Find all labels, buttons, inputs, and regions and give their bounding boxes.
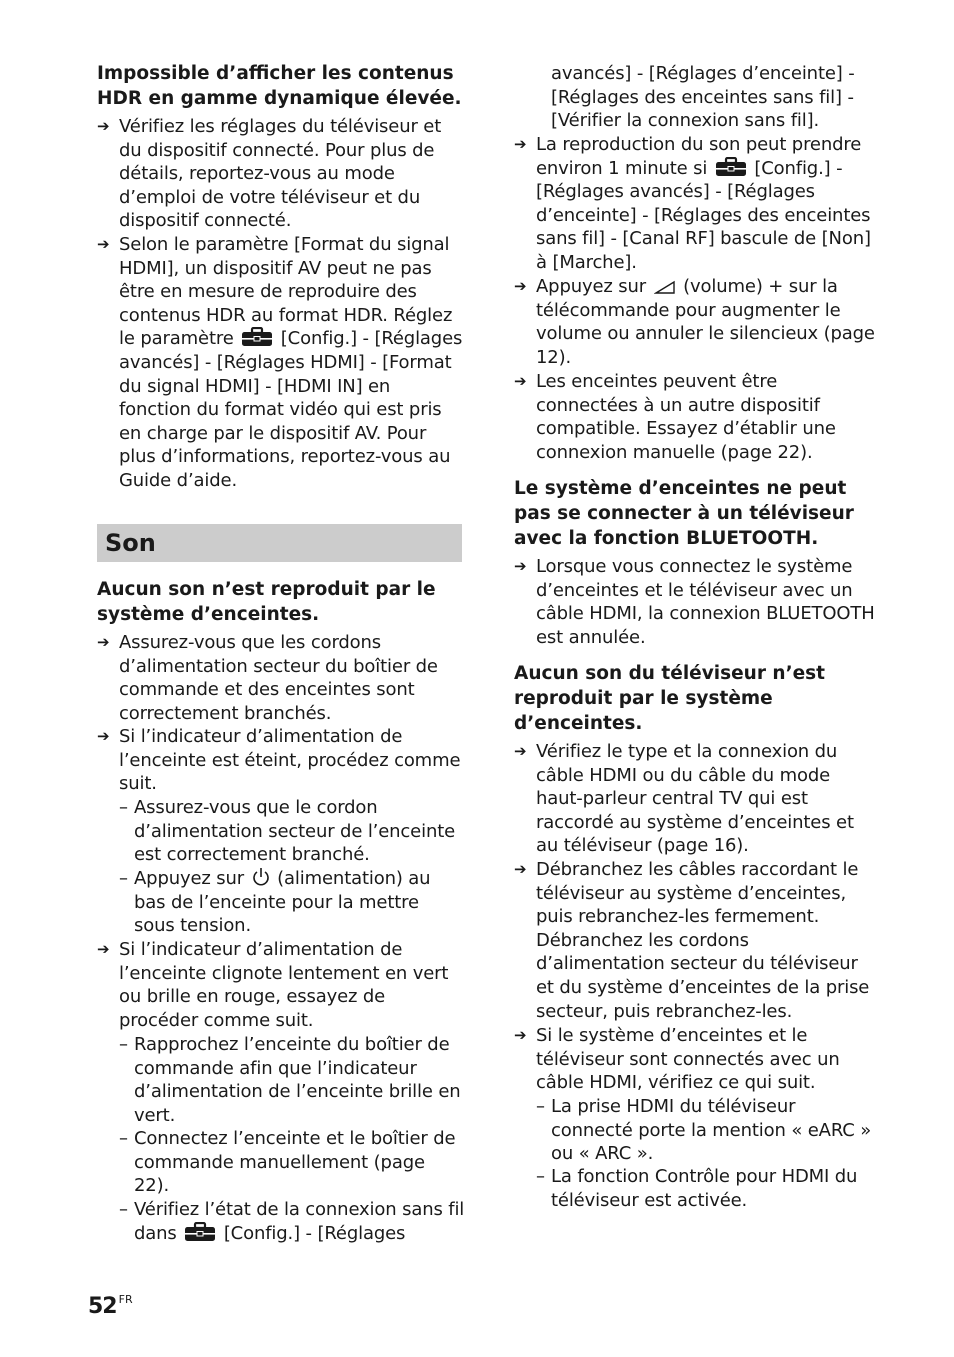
arrow-icon: ➔ — [514, 860, 527, 878]
dash-marker: – — [119, 1199, 128, 1220]
sub-item-text: (alimentation) au bas de l’enceinte pour la mettre sous tension. — [134, 868, 431, 937]
continued-text — [514, 62, 880, 133]
volume-icon — [654, 279, 676, 295]
heading-tv-no-sound: Aucun son du téléviseur n’est reproduit par le système d’enceintes. — [514, 663, 825, 734]
list-item-text: Lorsque vous connectez le système d’enceintes et le téléviseur avec un câble HDMI, la connexion BLUETOOTH est annulée. — [536, 556, 875, 648]
arrow-icon: ➔ — [97, 633, 110, 651]
arrow-icon: ➔ — [514, 742, 527, 760]
list-item — [514, 858, 880, 1023]
toolbox-icon — [184, 1222, 216, 1242]
dash-marker: – — [119, 868, 128, 889]
power-icon — [252, 867, 270, 887]
list-item — [97, 115, 465, 233]
arrow-icon: ➔ — [97, 940, 110, 958]
list-item — [97, 631, 465, 725]
sub-item-text: [Config.] - [Réglages — [223, 1222, 406, 1244]
dash-marker: – — [536, 1096, 545, 1117]
sub-item-text: La fonction Contrôle pour HDMI du téléviseur est activée. — [551, 1166, 858, 1211]
page-number-value: 52 — [88, 1294, 117, 1319]
sub-item — [97, 1127, 465, 1198]
sub-item — [97, 1033, 465, 1127]
sub-item — [97, 867, 465, 938]
heading-no-sound: Aucun son n’est reproduit par le système d’enceintes. — [97, 579, 436, 625]
dash-marker: – — [536, 1166, 545, 1187]
list-item — [514, 1024, 880, 1095]
list-item-text: Débranchez les câbles raccordant le téléviseur au système d’enceintes, puis rebranchez-les fermement. Débranchez les cordons d’alimentation secteur du téléviseur et du système d’enceintes de la prise secteur, puis rebranchez-les. — [536, 859, 870, 1022]
list-item-text: Vérifiez les réglages du téléviseur et du dispositif connecté. Pour plus de détails, reportez-vous au mode d’emploi de votre téléviseur et du dispositif connecté. — [119, 116, 442, 232]
list-item — [514, 133, 880, 275]
sub-item — [97, 796, 465, 867]
list-item-text: Si le système d’enceintes et le téléviseur sont connectés avec un câble HDMI, vérifiez ce qui suit. — [536, 1025, 840, 1094]
heading-hdr: Impossible d’afficher les contenus HDR en gamme dynamique élevée. — [97, 63, 462, 109]
list-item-text: [Config.] - [Réglages avancés] - [Réglages d’enceinte] - [Réglages des enceintes sans fil] - [Canal RF] bascule de [Non] à [Marche]. — [536, 157, 871, 273]
sub-item — [514, 1095, 880, 1166]
arrow-icon: ➔ — [514, 557, 527, 575]
arrow-icon: ➔ — [514, 277, 527, 295]
list-item-text: [Config.] - [Réglages avancés] - [Réglages HDMI] - [Format du signal HDMI] - [HDMI IN] en fonction du format vidéo qui est pris en charge par le dispositif AV. Pour plus d’informations, reportez-vous au Guide d’aide. — [119, 328, 463, 491]
list-item-text: Si l’indicateur d’alimentation de l’enceinte est éteint, procédez comme suit. — [119, 726, 461, 795]
arrow-icon: ➔ — [514, 372, 527, 390]
section-title: Son — [105, 529, 156, 557]
dash-marker: – — [119, 1034, 128, 1055]
arrow-icon: ➔ — [514, 1026, 527, 1044]
list-item — [514, 275, 880, 369]
list-item-text: Les enceintes peuvent être connectées à un autre dispositif compatible. Essayez d’établir une connexion manuelle (page 22). — [536, 371, 836, 463]
list-item — [514, 555, 880, 649]
toolbox-icon — [715, 157, 747, 177]
arrow-icon: ➔ — [97, 727, 110, 745]
list-item — [97, 233, 465, 493]
list-item-text: Si l’indicateur d’alimentation de l’enceinte clignote lentement en vert ou brille en rouge, essayez de procéder comme suit. — [119, 939, 449, 1031]
arrow-icon: ➔ — [97, 235, 110, 253]
sub-item-text: Vérifiez l’état de la connexion sans fil dans — [134, 1199, 465, 1244]
list-item-text: Appuyez sur — [536, 276, 647, 297]
sub-item-text: Assurez-vous que le cordon d’alimentation secteur de l’enceinte est correctement branché. — [134, 797, 456, 866]
list-item-text: Selon le paramètre [Format du signal HDMI], un dispositif AV peut ne pas être en mesure de reproduire des contenus HDR au format HDR. Réglez le paramètre — [119, 234, 453, 350]
toolbox-icon — [241, 327, 273, 347]
sub-item — [97, 1198, 465, 1245]
list-item — [514, 740, 880, 858]
sub-item-text: La prise HDMI du téléviseur connecté porte la mention « eARC » ou « ARC ». — [551, 1096, 872, 1165]
list-item — [514, 370, 880, 464]
list-item-text: Assurez-vous que les cordons d’alimentation secteur du boîtier de commande et des enceintes sont correctement branchés. — [119, 632, 438, 724]
list-item — [97, 938, 465, 1032]
section-header — [97, 524, 462, 562]
sub-item-text: Rapprochez l’enceinte du boîtier de commande afin que l’indicateur d’alimentation de l’enceinte brille en vert. — [134, 1034, 461, 1126]
list-item-text: (volume) + sur la télécommande pour augmenter le volume ou annuler le silencieux (page 12). — [536, 276, 875, 368]
list-item-text: Vérifiez le type et la connexion du câble HDMI ou du câble du mode haut-parleur central TV qui est raccordé au système d’enceintes et au téléviseur (page 16). — [536, 741, 854, 857]
page-number — [88, 1293, 133, 1319]
sub-item-text: Connectez l’enceinte et le boîtier de commande manuellement (page 22). — [134, 1128, 456, 1197]
heading-bluetooth: Le système d’enceintes ne peut pas se connecter à un téléviseur avec la fonction BLUETOOTH. — [514, 478, 854, 549]
continued-text-body: avancés] - [Réglages d’enceinte] - [Réglages des enceintes sans fil] - [Vérifier la connexion sans fil]. — [551, 63, 855, 132]
list-item-text: La reproduction du son peut prendre environ 1 minute si — [536, 134, 862, 179]
dash-marker: – — [119, 1128, 128, 1149]
list-item — [97, 725, 465, 796]
arrow-icon: ➔ — [514, 135, 527, 153]
arrow-icon: ➔ — [97, 117, 110, 135]
sub-item — [514, 1165, 880, 1212]
dash-marker: – — [119, 797, 128, 818]
sub-item-text: Appuyez sur — [134, 868, 245, 889]
page-language-code: FR — [118, 1293, 133, 1306]
